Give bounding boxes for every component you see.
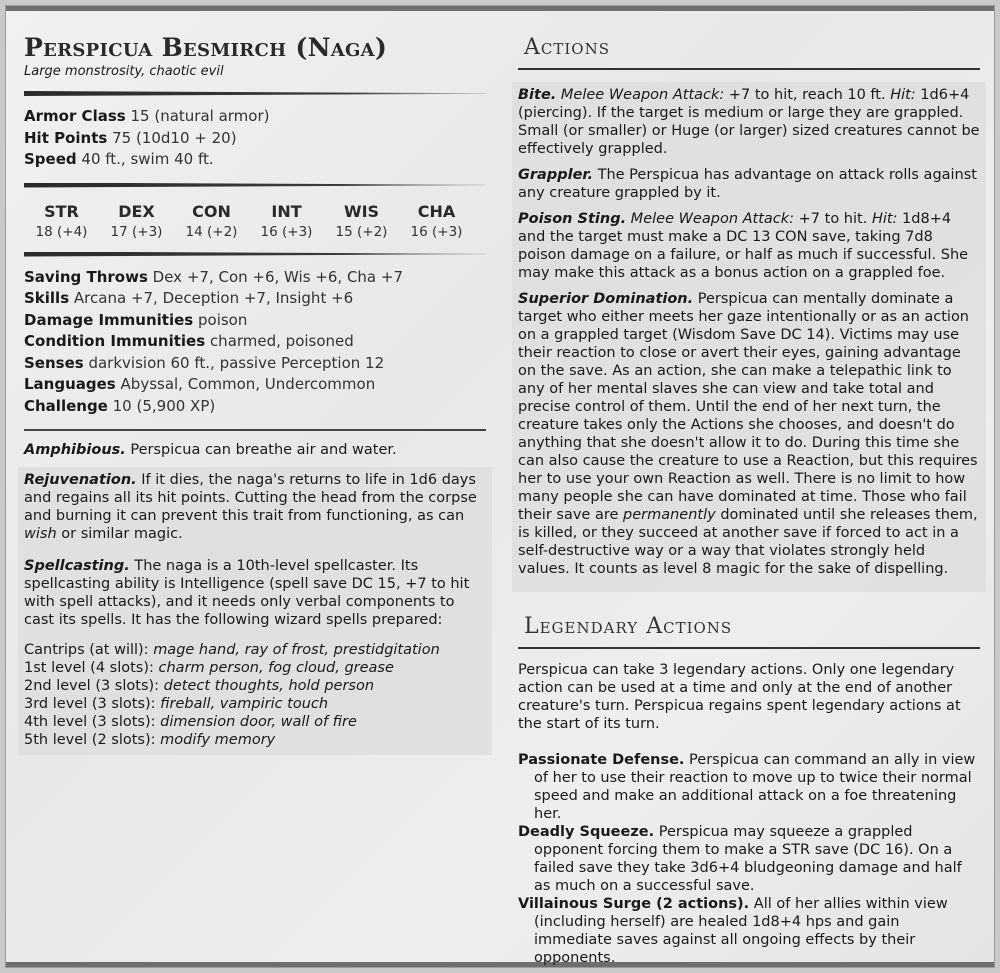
spell-row: 5th level (2 slots): modify memory	[24, 732, 276, 748]
divider	[24, 91, 486, 96]
actions-block	[512, 82, 986, 592]
skills: Skills Arcana +7, Deception +7, Insight +6	[24, 289, 354, 307]
ability-int: INT 16 (+3)	[260, 201, 313, 240]
armor-class: Armor Class 15 (natural armor)	[24, 107, 270, 125]
trait-spellcasting: Spellcasting. The naga is a 10th-level spellcaster. Its spellcasting ability is Intelligence (spell save DC 15, +7 to hit with spell attacks), and it needs only verbal components to cast its spells. It has the following wizard spells prepared:	[24, 558, 470, 628]
legendary-intro: Perspicua can take 3 legendary actions. Only one legendary action can be used at a time and only at the end of another creature's turn. Perspicua regains spent legendary actions at the start of its turn.	[518, 662, 961, 732]
monster-name: Perspicua Besmirch (Naga)	[24, 33, 388, 62]
actions-heading: Actions	[524, 35, 610, 60]
divider	[24, 252, 486, 257]
spell-list	[24, 641, 486, 749]
spell-row: 1st level (4 slots): charm person, fog cloud, grease	[24, 660, 394, 676]
right-column	[518, 11, 980, 967]
detail-stats	[24, 267, 486, 418]
action-grappler: Grappler. The Perspicua has advantage on attack rolls against any creature grappled by it.	[518, 167, 977, 201]
senses: Senses darkvision 60 ft., passive Perception 12	[24, 353, 385, 372]
core-stats	[24, 106, 486, 171]
monster-type: Large monstrosity, chaotic evil	[24, 64, 224, 79]
trait-rejuvenation: Rejuvenation. If it dies, the naga's returns to life in 1d6 days and regains all its hit points. Cutting the head from the corpse and burning it can prevent this trait from functioning, as can wish or similar magic.	[24, 472, 477, 542]
trait-amphibious: Amphibious. Perspicua can breathe air and water.	[24, 442, 397, 458]
speed: Speed 40 ft., swim 40 ft.	[24, 150, 214, 168]
hit-points: Hit Points 75 (10d10 + 20)	[24, 128, 237, 147]
ability-con: CON 14 (+2)	[185, 201, 238, 240]
divider	[518, 68, 980, 70]
spell-row: 4th level (3 slots): dimension door, wall of fire	[24, 714, 357, 730]
ability-scores	[24, 198, 486, 240]
ability-dex: DEX 17 (+3)	[110, 201, 163, 240]
ability-str: STR 18 (+4)	[35, 201, 88, 240]
legendary-heading: Legendary Actions	[524, 614, 733, 639]
ability-wis: WIS 15 (+2)	[335, 201, 388, 240]
condition-immunities: Condition Immunities charmed, poisoned	[24, 332, 354, 350]
stat-block-page	[6, 6, 994, 967]
divider	[24, 183, 486, 188]
spell-row: 3rd level (3 slots): fireball, vampiric touch	[24, 696, 329, 712]
spell-row: 2nd level (3 slots): detect thoughts, hold person	[24, 678, 375, 694]
languages: Languages Abyssal, Common, Undercommon	[24, 375, 376, 393]
shaded-traits	[18, 467, 492, 755]
legendary-deadly-squeeze: Deadly Squeeze. Perspicua may squeeze a grappled opponent forcing them to make a STR save (DC 16). On a failed save they take 3d6+4 bludgeoning damage and half as much on a successful save.	[518, 824, 962, 894]
spell-row: Cantrips (at will): mage hand, ray of frost, prestidgitation	[24, 642, 440, 658]
legendary-passionate-defense: Passionate Defense. Perspicua can command an ally in view of her to use their reaction to move up to twice their normal speed and make an additional attack on a foe threatening her.	[518, 752, 976, 822]
left-column	[24, 11, 486, 755]
action-superior-domination: Superior Domination. Perspicua can mentally dominate a target who either meets her gaze intentionally or as an action on a grappled target (Wisdom Save DC 14). Victims may use their reaction to close or avert their eyes, gaining advantage on the save. As an action, she can make a telepathic link to any of her mental slaves she can view and take total and precise control of them. Until the end of her next turn, the creature takes only the Actions she chooses, and doesn't do anything that she doesn't allow it to do. During this time she can also cause the creature to use a Reaction, but this requires her to use your own Reaction as well. There is no limit to how many people she can have dominated at time. Those who fail their save are permanently dominated until she releases them, is killed, or they succeed at another save if forced to act in a self-destructive way or a way that violates strongly held values. It counts as level 8 magic for the sake of dispelling.	[518, 291, 978, 577]
divider	[24, 429, 486, 431]
action-poison-sting: Poison Sting. Melee Weapon Attack: +7 to hit. Hit: 1d8+4 and the target must make a DC 13 CON save, taking 7d8 poison damage on a failure, or half as much if successful. She may make this attack as a bonus action on a grappled foe.	[518, 211, 969, 281]
divider	[518, 647, 980, 649]
ability-cha: CHA 16 (+3)	[410, 201, 463, 240]
damage-immunities: Damage Immunities poison	[24, 310, 248, 329]
legendary-villainous-surge: Villainous Surge (2 actions). All of her allies within view (including herself) are healed 1d8+4 hps and gain immediate saves against all ongoing effects by their opponents.	[518, 896, 948, 966]
saving-throws: Saving Throws Dex +7, Con +6, Wis +6, Cha +7	[24, 267, 404, 286]
challenge: Challenge 10 (5,900 XP)	[24, 396, 216, 415]
action-bite: Bite. Melee Weapon Attack: +7 to hit, reach 10 ft. Hit: 1d6+4 (piercing). If the target is medium or large they are grappled. Small (or smaller) or Huge (or larger) sized creatures cannot be effectively grappled.	[518, 87, 980, 157]
